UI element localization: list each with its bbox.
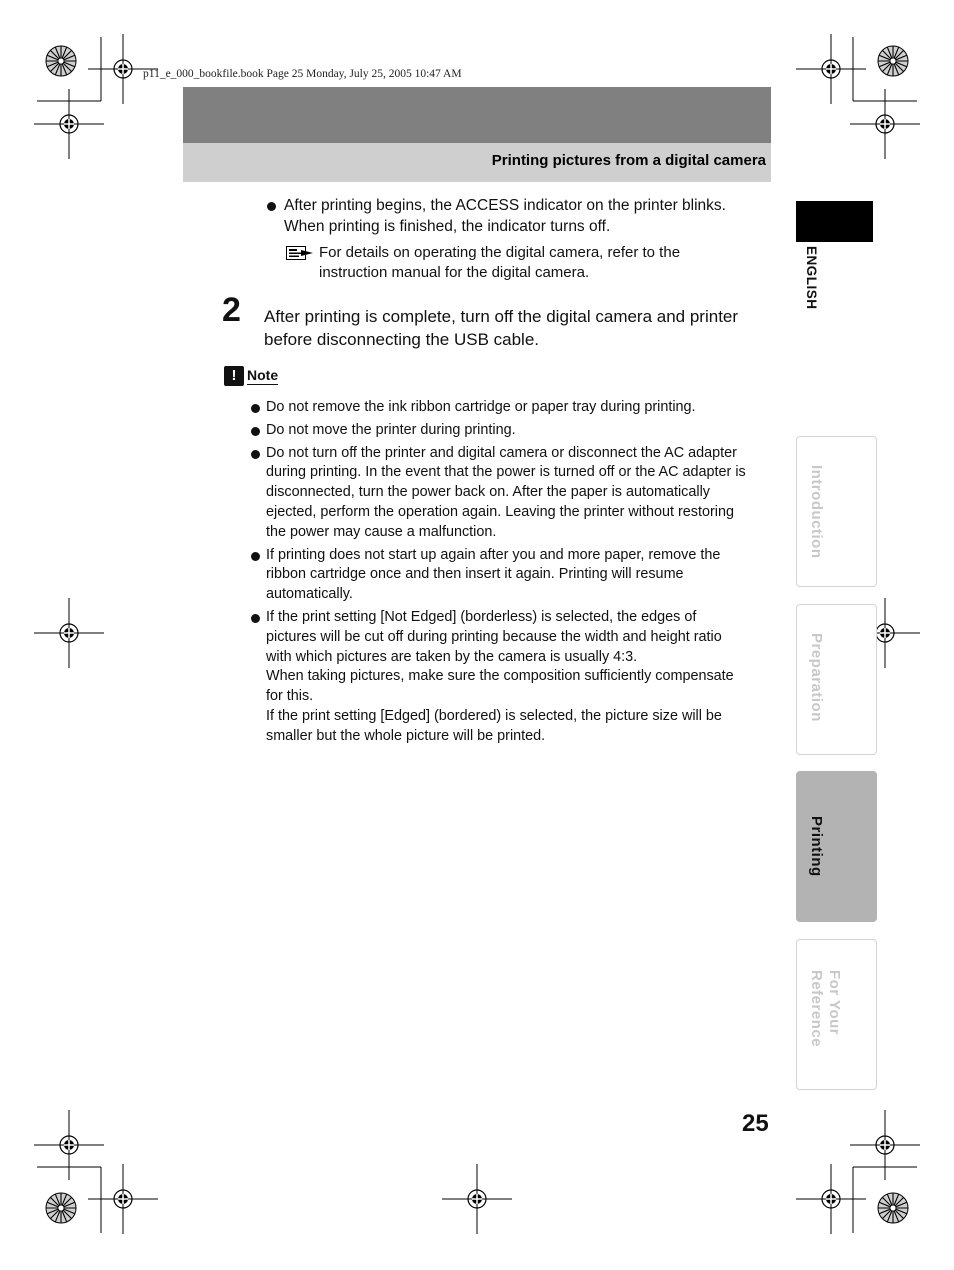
note-line: the power may cause a malfunction. bbox=[266, 523, 497, 540]
tab-introduction[interactable] bbox=[796, 436, 877, 587]
note-item bbox=[266, 444, 771, 543]
note-line: Do not turn off the printer and digital camera or disconnect the AC adapter bbox=[266, 444, 737, 461]
note-line: If printing does not start up again after you and more paper, remove the bbox=[266, 546, 721, 563]
note-item bbox=[266, 421, 771, 441]
note-line: pictures will be cut off during printing because the width and height ratio bbox=[266, 628, 722, 645]
note-line: during printing. In the event that the power is turned off or the AC adapter is bbox=[266, 464, 746, 481]
note-list bbox=[266, 398, 771, 750]
tab-label: Preparation bbox=[808, 633, 825, 722]
header-band-dark bbox=[183, 87, 771, 143]
tab-label bbox=[807, 970, 843, 1047]
file-info: p11_e_000_bookfile.book Page 25 Monday, July 25, 2005 10:47 AM bbox=[143, 68, 462, 80]
note-line: automatically. bbox=[266, 586, 353, 603]
section-title: Printing pictures from a digital camera bbox=[491, 152, 766, 169]
reference-hand-icon bbox=[286, 246, 314, 260]
tab-label-line: Reference bbox=[808, 970, 825, 1048]
tab-preparation[interactable] bbox=[796, 604, 877, 755]
note-line: Do not move the printer during printing. bbox=[266, 421, 516, 438]
language-tab-marker bbox=[796, 201, 873, 242]
note-line: smaller but the whole picture will be printed. bbox=[266, 727, 546, 744]
tab-label-line: For Your bbox=[826, 970, 843, 1036]
note-heading bbox=[224, 366, 278, 386]
list-item-line: When printing is finished, the indicator turns off. bbox=[284, 218, 611, 235]
note-line: Do not remove the ink ribbon cartridge or paper tray during printing. bbox=[266, 399, 696, 415]
step-number: 2 bbox=[222, 291, 241, 329]
note-item bbox=[266, 546, 771, 605]
note-line: ribbon cartridge once and then insert it again. Printing will resume bbox=[266, 566, 684, 583]
note-item bbox=[266, 398, 771, 418]
note-line: If the print setting [Edged] (bordered) is selected, the picture size will be bbox=[266, 707, 722, 724]
step-instruction bbox=[264, 306, 774, 351]
page-number: 25 bbox=[742, 1110, 769, 1137]
note-line: When taking pictures, make sure the composition sufficiently compensate bbox=[266, 668, 734, 685]
tab-label: Printing bbox=[808, 816, 825, 877]
note-line: ejected, perform the operation again. Leaving the printer without restoring bbox=[266, 503, 734, 520]
reference-line: For details on operating the digital camera, refer to the bbox=[319, 244, 681, 261]
note-line: disconnected, turn the power back on. After the paper is automatically bbox=[266, 484, 710, 501]
tab-for-your-reference[interactable] bbox=[796, 939, 877, 1090]
tab-printing[interactable] bbox=[796, 771, 877, 922]
language-label: ENGLISH bbox=[804, 246, 819, 310]
note-item bbox=[266, 608, 771, 747]
reference-line: instruction manual for the digital camera. bbox=[319, 263, 590, 281]
top-bullet-list bbox=[284, 195, 754, 237]
note-label: Note bbox=[247, 367, 279, 383]
list-item bbox=[284, 195, 754, 237]
note-line: If the print setting [Not Edged] (borderless) is selected, the edges of bbox=[266, 608, 697, 625]
exclamation-icon: ! bbox=[224, 366, 244, 386]
step-line: before disconnecting the USB cable. bbox=[264, 329, 540, 349]
note-line: for this. bbox=[266, 688, 314, 705]
note-line: with which pictures are taken by the camera is usually 4:3. bbox=[266, 648, 638, 665]
list-item-line: After printing begins, the ACCESS indicator on the printer blinks. bbox=[284, 197, 726, 214]
step-line: After printing is complete, turn off the digital camera and printer bbox=[264, 307, 739, 326]
tab-label: Introduction bbox=[808, 465, 825, 559]
